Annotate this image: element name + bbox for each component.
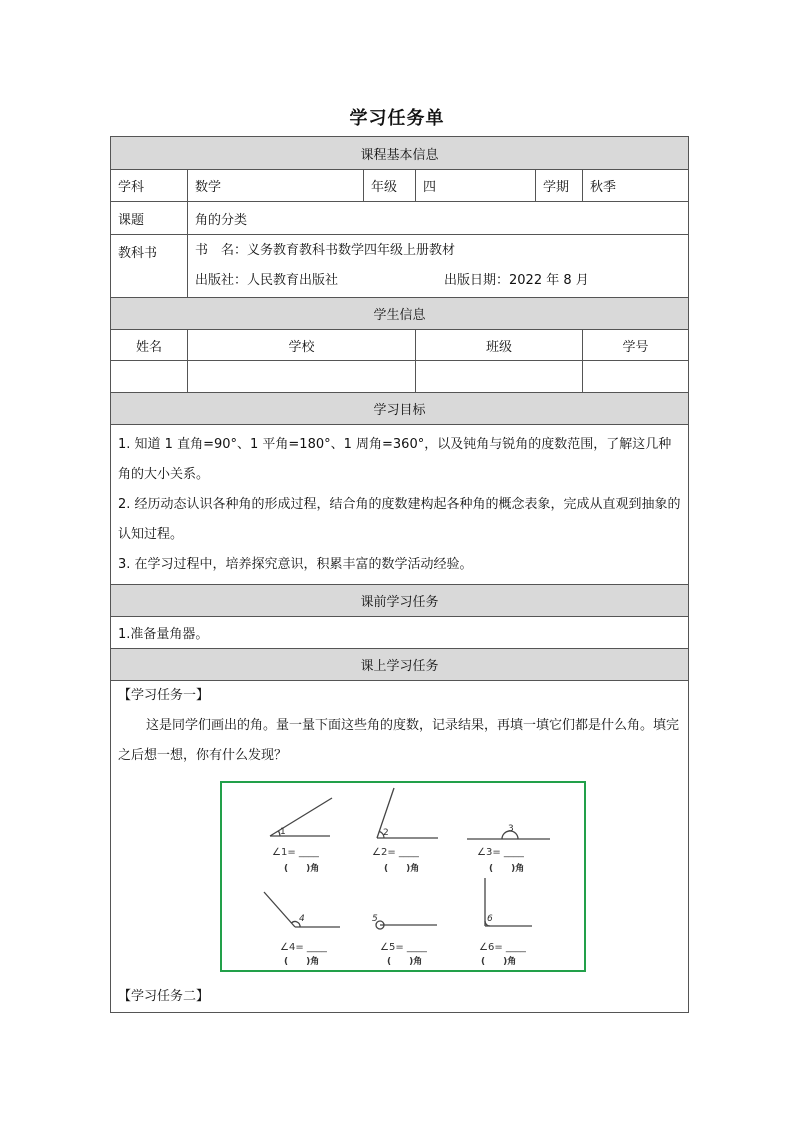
goal-item: 3. 在学习过程中，培养探究意识，积累丰富的数学活动经验。 [118, 556, 473, 572]
angle-6-label: ∠6= ____ [479, 942, 526, 953]
topic-label: 课题 [111, 202, 188, 235]
angle-4-label: ∠4= ____ [280, 942, 327, 953]
subject-value: 数学 [188, 170, 364, 202]
term-label: 学期 [536, 170, 583, 202]
class-task-row [111, 681, 689, 1013]
angle-4-number: 4 [299, 914, 305, 924]
grade-value: 四 [416, 170, 536, 202]
section-title: 学生信息 [111, 298, 689, 330]
angle-6-blank: ( )角 [481, 957, 517, 967]
angle-3-number: 3 [508, 824, 514, 834]
goal-item: 2. 经历动态认识各种角的形成过程，结合角的度数建构起各种角的概念表象，完成从直观到抽象的认知过程。 [118, 496, 681, 542]
angle-4-blank: ( )角 [284, 957, 320, 967]
class-task-content [111, 681, 689, 1013]
section-title: 课上学习任务 [111, 649, 689, 681]
book-name: 书 名：义务教育教科书数学四年级上册教材 [195, 243, 456, 258]
class-header: 班级 [416, 330, 583, 361]
angle-2-number: 2 [383, 828, 389, 838]
basic-info-row [111, 170, 689, 202]
id-field[interactable] [583, 361, 689, 393]
publisher-line [195, 266, 681, 296]
goal-item: 1. 知道 1 直角=90°、1 平角=180°、1 周角=360°，以及钝角与锐角的度数范围，了解这几种角的大小关系。 [118, 436, 672, 482]
student-input-row [111, 361, 689, 393]
textbook-label: 教科书 [111, 235, 188, 298]
angle-5-label: ∠5= ____ [380, 942, 427, 953]
pre-task-item: 1.准备量角器。 [111, 617, 689, 649]
publisher: 出版社：人民教育出版社 [195, 273, 339, 288]
study-task-table [110, 136, 689, 1013]
textbook-info [188, 235, 689, 298]
section-title: 课程基本信息 [111, 137, 689, 170]
angle-3-label: ∠3= ____ [477, 847, 524, 858]
name-field[interactable] [111, 361, 188, 393]
pub-date: 出版日期：2022 年 8 月 [444, 273, 589, 288]
name-header: 姓名 [111, 330, 188, 361]
id-header: 学号 [583, 330, 689, 361]
angle-1-label: ∠1= ____ [272, 847, 319, 858]
school-field[interactable] [188, 361, 416, 393]
angle-1-blank: ( )角 [284, 864, 320, 874]
angle-2-blank: ( )角 [384, 864, 420, 874]
school-header: 学校 [188, 330, 416, 361]
class-field[interactable] [416, 361, 583, 393]
goals-list [111, 425, 689, 585]
section-student-info [111, 298, 689, 330]
task1-text: 这是同学们画出的角。量一量下面这些角的度数，记录结果，再填一填它们都是什么角。填完之后想一想，你有什么发现？ [118, 718, 680, 763]
page-title: 学习任务单 [349, 108, 445, 129]
student-header-row [111, 330, 689, 361]
grade-label: 年级 [364, 170, 416, 202]
section-class-tasks [111, 649, 689, 681]
angle-6-number: 6 [487, 914, 493, 924]
angle-3-blank: ( )角 [489, 864, 525, 874]
angle-drawings [222, 783, 584, 970]
topic-value: 角的分类 [188, 202, 689, 235]
pre-task-row [111, 617, 689, 649]
angle-5-blank: ( )角 [387, 957, 423, 967]
task1-heading: 【学习任务一】 [118, 688, 210, 703]
section-pre-tasks [111, 585, 689, 617]
section-title: 课前学习任务 [111, 585, 689, 617]
textbook-row [111, 235, 689, 298]
term-value: 秋季 [583, 170, 689, 202]
goals-row [111, 425, 689, 585]
subject-label: 学科 [111, 170, 188, 202]
topic-row [111, 202, 689, 235]
task2-heading: 【学习任务二】 [118, 989, 210, 1004]
angle-2-label: ∠2= ____ [372, 847, 419, 858]
angle-worksheet-figure [220, 781, 586, 972]
section-goals [111, 393, 689, 425]
section-basic-info [111, 137, 689, 170]
angle-1-number: 1 [280, 827, 286, 837]
angle-5-number: 5 [372, 914, 378, 924]
angle-5-drawing [376, 921, 437, 929]
section-title: 学习目标 [111, 393, 689, 425]
